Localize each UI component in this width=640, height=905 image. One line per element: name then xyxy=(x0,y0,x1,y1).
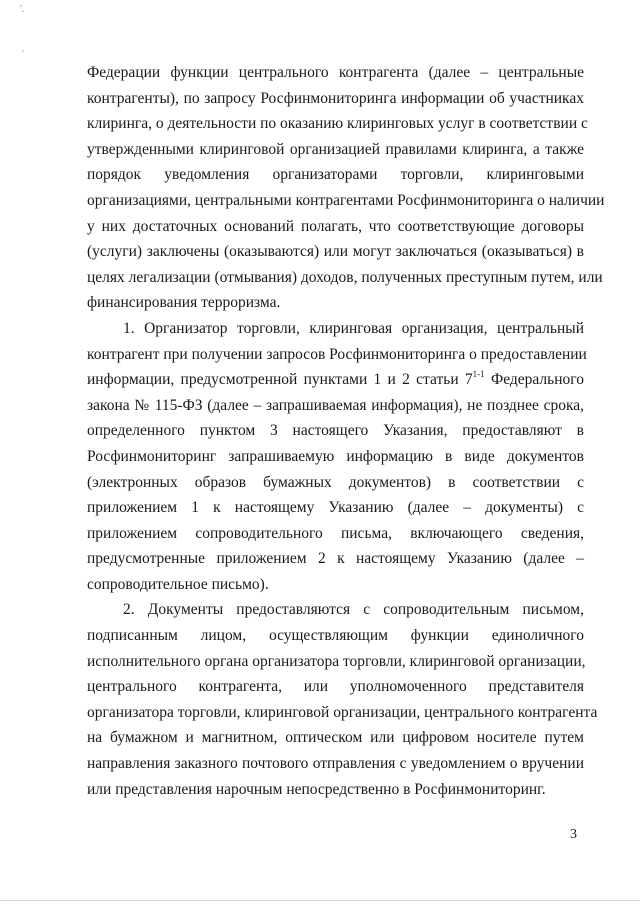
scan-mark: '. xyxy=(20,4,25,15)
text-line: предусмотренные приложением 2 к настоящему Указанию (далее – xyxy=(87,550,584,568)
text-line: определенного пунктом 3 настоящего Указания, предоставляют в xyxy=(87,422,584,440)
text-line: организатора торговли, клиринговой организации, центрального контрагента xyxy=(87,703,598,721)
text-line: (услуги) заключены (оказываются) или могут заключаться (оказываться) в xyxy=(87,243,584,261)
text-line: контрагент при получении запросов Росфинмониторинга о предоставлении xyxy=(87,345,587,363)
text-fragment: информации, предусмотренной пунктами 1 и 2 статьи 7 xyxy=(87,371,473,389)
text-line: или представления нарочным непосредственно в Росфинмониторинг. xyxy=(87,780,546,798)
text-line: организациями, центральными контрагентами Росфинмониторинга о наличии xyxy=(87,191,605,209)
text-line: направления заказного почтового отправления с уведомлением о вручении xyxy=(87,755,584,773)
text-line: приложением сопроводительного письма, включающего сведения, xyxy=(87,524,584,542)
paragraph-2-start: 2. Документы предоставляются с сопроводительным письмом, xyxy=(123,601,584,619)
superscript: 1-1 xyxy=(472,369,485,380)
text-line: финансирования терроризма. xyxy=(87,294,281,312)
text-fragment: Федерального xyxy=(484,371,584,389)
text-line: утвержденными клиринговой организацией правилами клиринга, а также xyxy=(87,140,584,158)
text-line: исполнительного органа организатора торговли, клиринговой организации, xyxy=(87,652,586,670)
paragraph-1-start: 1. Организатор торговли, клиринговая организация, центральный xyxy=(123,319,584,337)
text-line: приложением 1 к настоящему Указанию (далее – документы) с xyxy=(87,499,584,517)
text-line: центрального контрагента, или уполномоченного представителя xyxy=(87,678,584,696)
text-line: клиринга, о деятельности по оказанию клиринговых услуг в соответствии с xyxy=(87,115,588,133)
text-line: контрагенты), по запросу Росфинмониторинга информации об участниках xyxy=(87,89,584,107)
text-line: целях легализации (отмывания) доходов, полученных преступным путем, или xyxy=(87,268,603,286)
text-line: закона № 115-ФЗ (далее – запрашиваемая информация), не позднее срока, xyxy=(87,396,584,414)
text-line: на бумажном и магнитном, оптическом или цифровом носителе путем xyxy=(87,729,584,747)
body-text xyxy=(87,60,605,802)
text-line: (электронных образов бумажных документов) в соответствии с xyxy=(87,473,584,491)
text-line: сопроводительное письмо). xyxy=(87,575,269,593)
scan-edge-line xyxy=(0,900,640,901)
text-line-with-superscript xyxy=(87,367,584,393)
text-line: порядок уведомления организаторами торговли, клиринговыми xyxy=(87,166,584,184)
text-line: Федерации функции центрального контрагента (далее – центральные xyxy=(87,64,584,81)
scan-mark: , xyxy=(22,44,24,53)
text-line: подписанным лицом, осуществляющим функции единоличного xyxy=(87,627,584,645)
text-line: у них достаточных оснований полагать, что соответствующие договоры xyxy=(87,217,584,235)
text-line: Росфинмониторинг запрашиваемую информацию в виде документов xyxy=(87,447,584,465)
page-number: 3 xyxy=(570,827,577,842)
